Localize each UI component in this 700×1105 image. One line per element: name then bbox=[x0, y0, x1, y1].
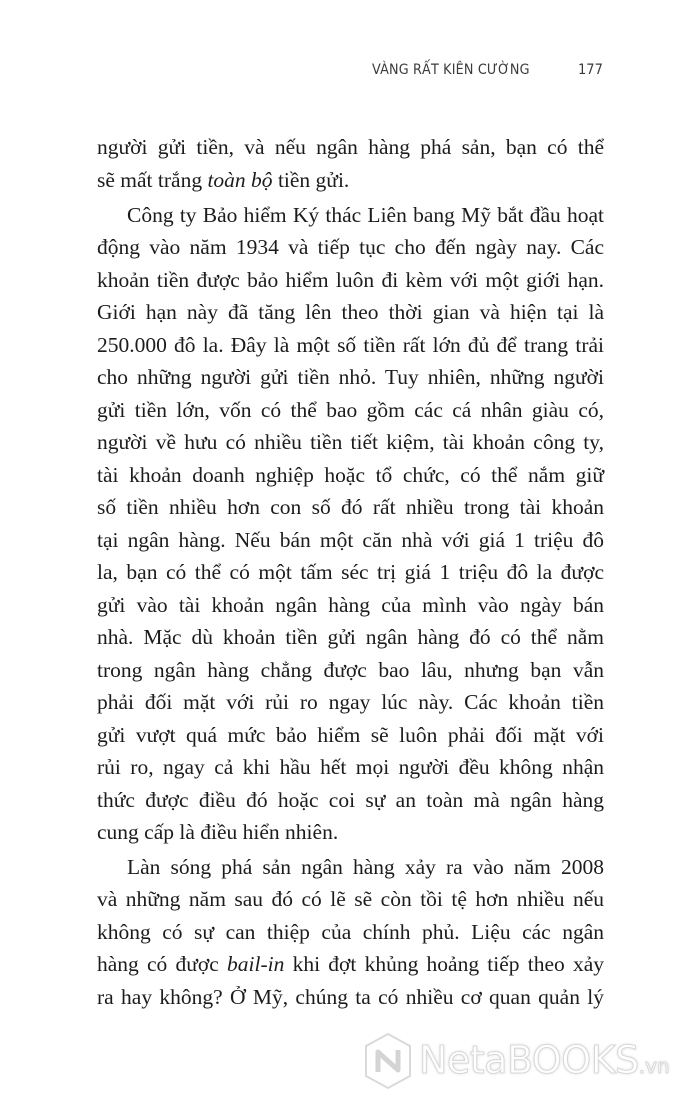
watermark-brand: NetaBOOKS bbox=[419, 1038, 639, 1082]
text-line: thức được điều đó hoặc coi sự an toàn mà ngân hàng bbox=[97, 788, 604, 812]
text-line: người về hưu có nhiều tiền tiết kiệm, tài khoản công ty, bbox=[97, 430, 604, 454]
text-line: động vào năm 1934 và tiếp tục cho đến ngày nay. Các bbox=[97, 235, 604, 259]
text-segment: sẽ mất trắng bbox=[97, 168, 208, 192]
text-line: la, bạn có thể có một tấm séc trị giá 1 triệu đô la được bbox=[97, 560, 604, 584]
text-line: cho những người gửi tiền nhỏ. Tuy nhiên, những người bbox=[97, 365, 604, 389]
text-line bbox=[97, 164, 604, 196]
text-line: gửi vượt quá mức bảo hiểm sẽ luôn phải đối mặt với bbox=[97, 723, 604, 747]
text-line: Làn sóng phá sản ngân hàng xảy ra vào năm 2008 bbox=[127, 855, 604, 879]
italic-term: toàn bộ bbox=[207, 168, 273, 192]
text-line: khoản tiền được bảo hiểm luôn đi kèm với một giới hạn. bbox=[97, 268, 604, 292]
watermark-suffix: .vn bbox=[638, 1054, 670, 1078]
text-line: gửi vào tài khoản ngân hàng của mình vào ngày bán bbox=[97, 593, 604, 617]
text-line: và những năm sau đó có lẽ sẽ còn tồi tệ hơn nhiều nếu bbox=[97, 887, 604, 911]
text-segment: khi đợt khủng hoảng tiếp theo xảy bbox=[284, 952, 604, 976]
text-segment: tiền gửi. bbox=[272, 168, 350, 192]
watermark-text bbox=[419, 1038, 670, 1082]
text-segment: hàng có được bbox=[97, 952, 228, 976]
text-line: phải đối mặt với rủi ro ngay lúc này. Các khoản tiền bbox=[97, 690, 604, 714]
text-line: người gửi tiền, và nếu ngân hàng phá sản, bạn có thể bbox=[97, 135, 604, 159]
text-line: số tiền nhiều hơn con số đó rất nhiều trong tài khoản bbox=[97, 495, 604, 519]
text-line: không có sự can thiệp của chính phủ. Liệu các ngân bbox=[97, 920, 604, 944]
watermark-logo bbox=[363, 1030, 693, 1092]
page-number: 177 bbox=[578, 62, 603, 78]
text-line: tại ngân hàng. Nếu bán một căn nhà với giá 1 triệu đô bbox=[97, 528, 604, 552]
text-line: Công ty Bảo hiểm Ký thác Liên bang Mỹ bắt đầu hoạt bbox=[127, 203, 604, 227]
running-title: VÀNG RẤT KIÊN CƯỜNG bbox=[372, 62, 530, 78]
text-line: cung cấp là điều hiển nhiên. bbox=[97, 820, 339, 844]
hexagon-logo-icon bbox=[363, 1032, 413, 1090]
text-line: 250.000 đô la. Đây là một số tiền rất lớn đủ để trang trải bbox=[97, 333, 604, 357]
text-line: nhà. Mặc dù khoản tiền gửi ngân hàng đó có thể nằm bbox=[97, 625, 604, 649]
text-line: Giới hạn này đã tăng lên theo thời gian và hiện tại là bbox=[97, 300, 604, 324]
text-line: gửi tiền lớn, vốn có thể bao gồm các cá nhân giàu có, bbox=[97, 398, 604, 422]
italic-term: bail-in bbox=[227, 952, 285, 976]
text-line bbox=[97, 948, 604, 980]
running-header bbox=[0, 62, 700, 86]
text-line: ra hay không? Ở Mỹ, chúng ta có nhiều cơ quan quản lý bbox=[97, 985, 604, 1009]
text-line: tài khoản doanh nghiệp hoặc tổ chức, có thể nắm giữ bbox=[97, 463, 604, 487]
text-line: rủi ro, ngay cả khi hầu hết mọi người đều không nhận bbox=[97, 755, 604, 779]
text-line: trong ngân hàng chẳng được bao lâu, nhưng bạn vẫn bbox=[97, 658, 604, 682]
